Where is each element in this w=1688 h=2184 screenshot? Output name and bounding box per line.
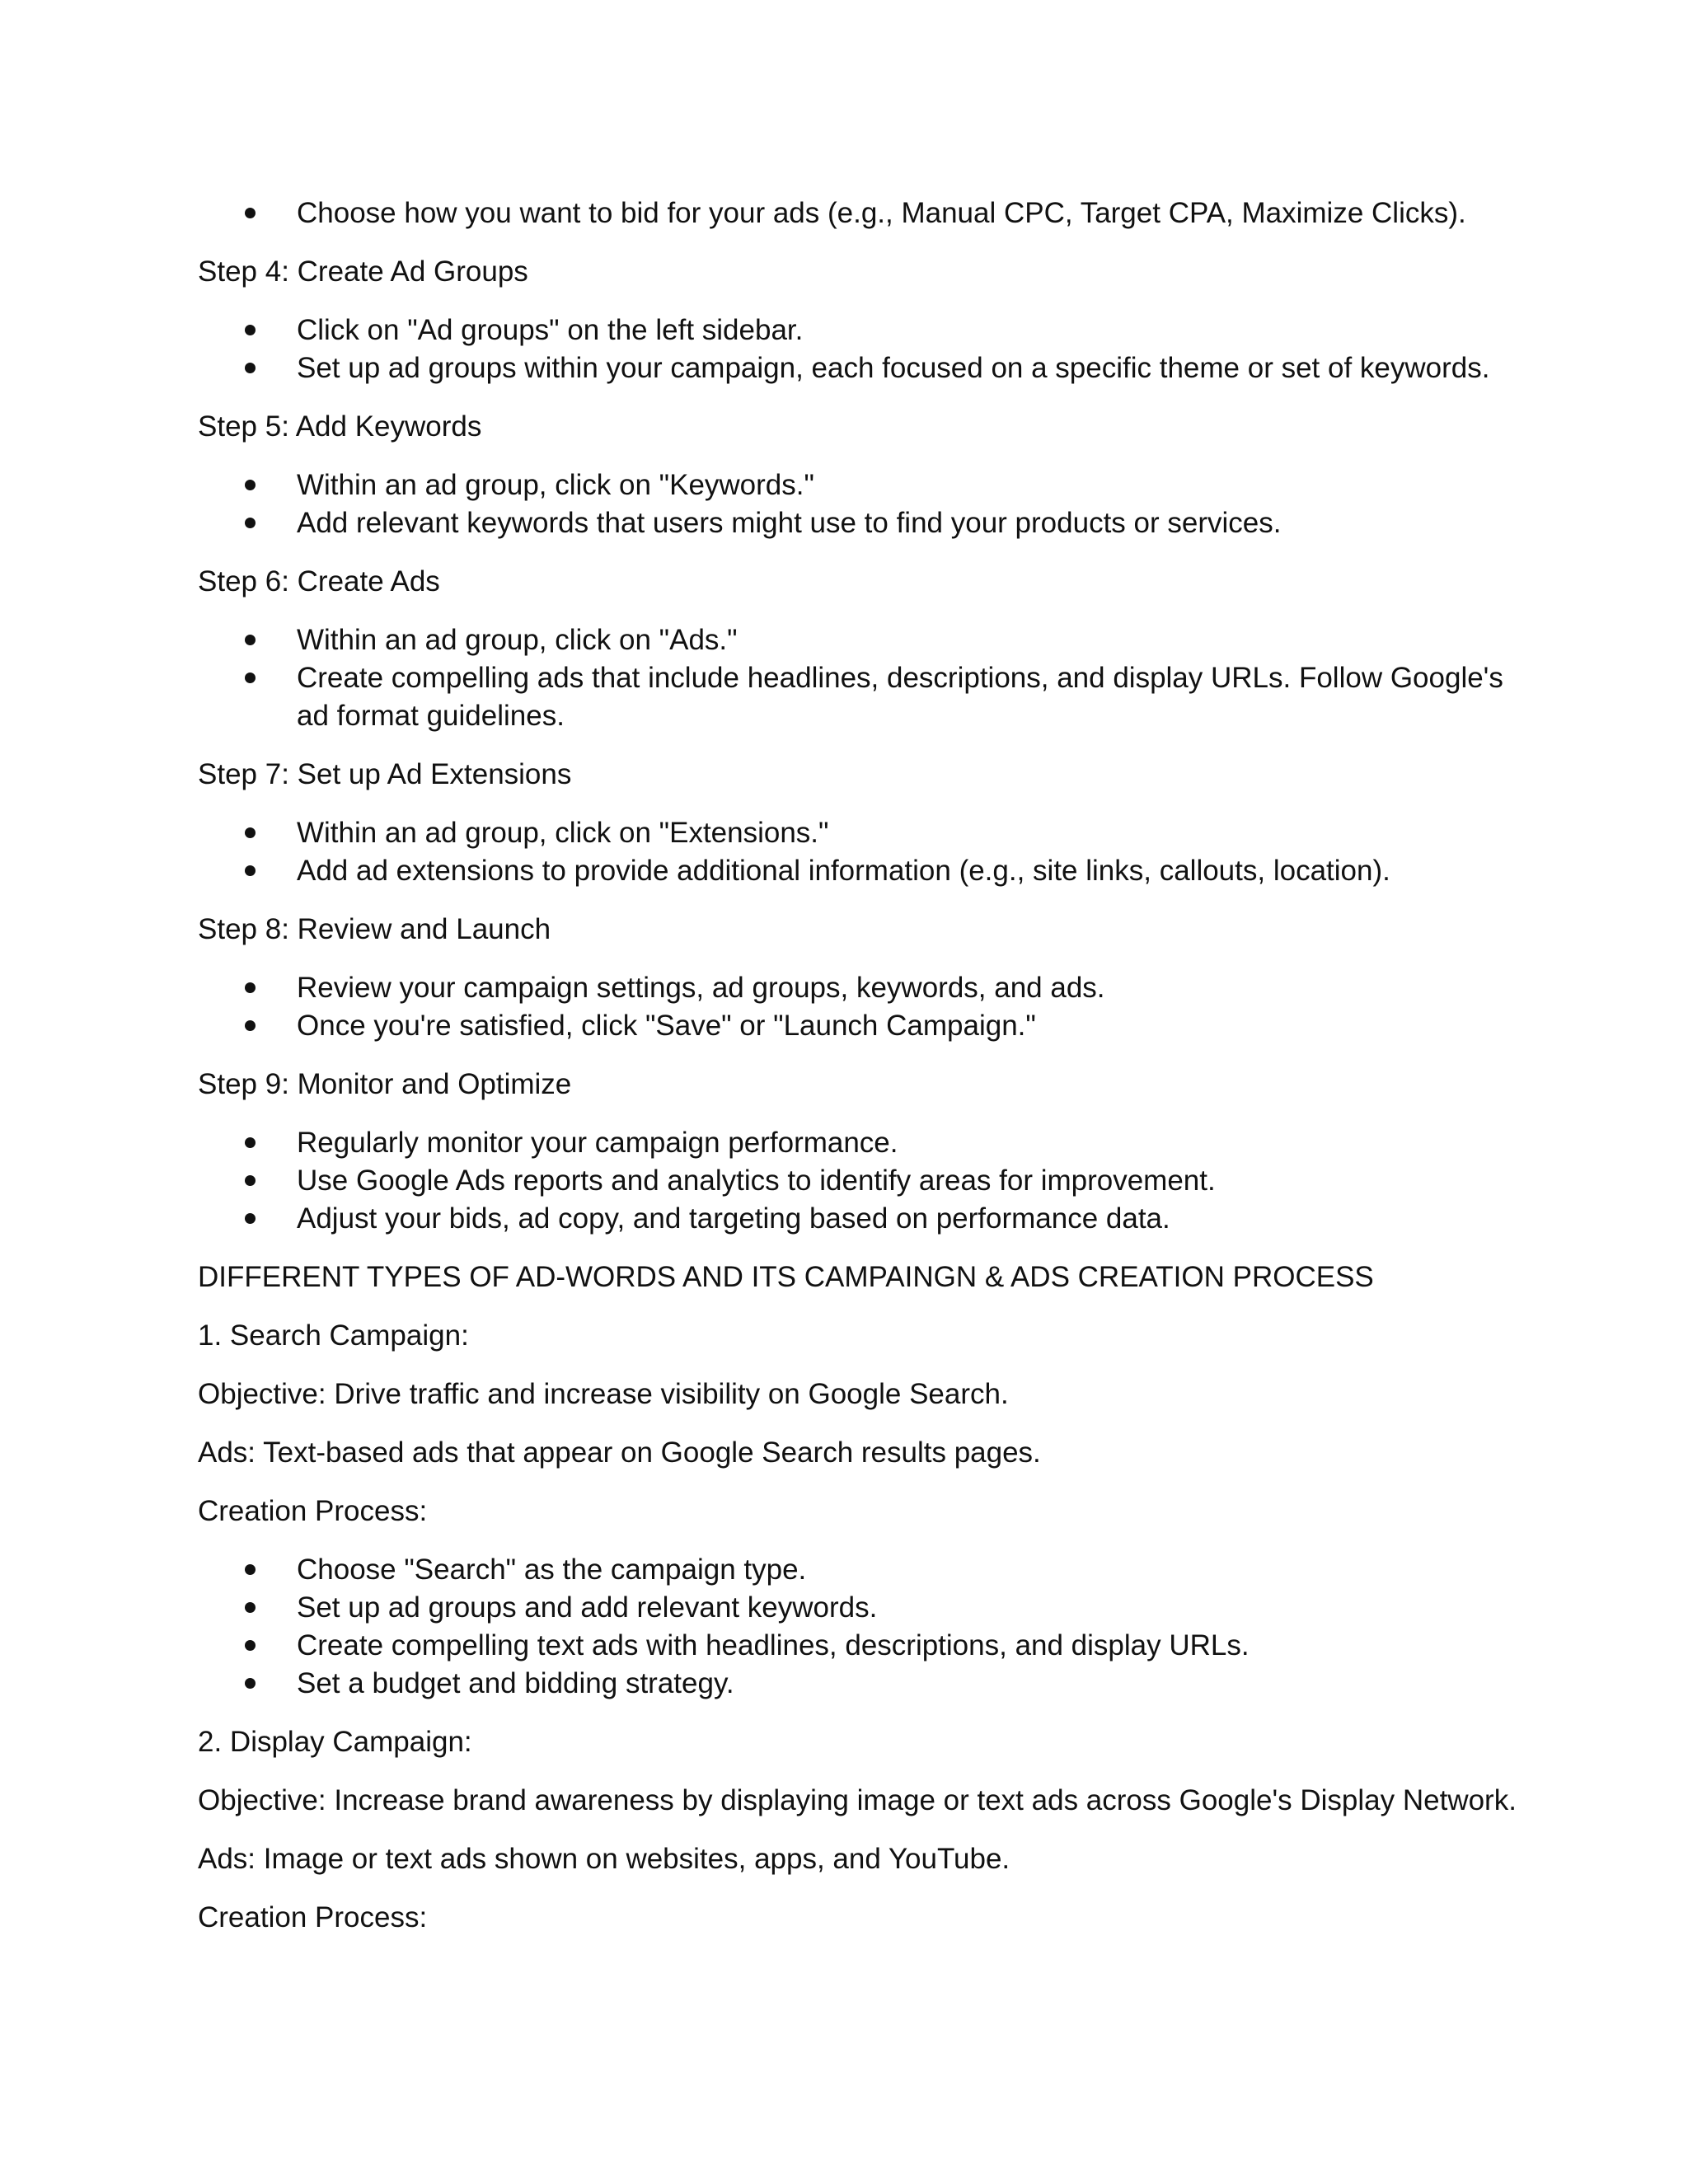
- bullet-icon: [245, 635, 256, 645]
- bullet-icon: [245, 518, 256, 528]
- list-item: Set up ad groups within your campaign, each focused on a specific theme or set of keywords.: [198, 349, 1517, 387]
- bullet-icon: [245, 1678, 256, 1689]
- list-item: Review your campaign settings, ad groups, keywords, and ads.: [198, 969, 1517, 1007]
- step5-heading: Step 5: Add Keywords: [198, 410, 482, 443]
- bullet-icon: [245, 1564, 256, 1575]
- bullet-icon: [245, 325, 256, 335]
- list-item: Click on "Ad groups" on the left sidebar.: [198, 312, 1517, 349]
- bullet-icon: [245, 1020, 256, 1031]
- step4-heading: Step 4: Create Ad Groups: [198, 255, 528, 288]
- list-item: Choose how you want to bid for your ads (e.g., Manual CPC, Target CPA, Maximize Clicks).: [198, 194, 1517, 232]
- bullet-icon: [245, 1137, 256, 1148]
- step7-bullet-list: [198, 814, 1517, 890]
- step8-heading: Step 8: Review and Launch: [198, 913, 551, 945]
- bullet-icon: [245, 865, 256, 876]
- step7-heading: Step 7: Set up Ad Extensions: [198, 758, 572, 790]
- display-campaign-ads: Ads: Image or text ads shown on websites, apps, and YouTube.: [198, 1843, 1010, 1875]
- bullet-icon: [245, 673, 256, 683]
- bullet-icon: [245, 1640, 256, 1651]
- bidding-bullet-list: [198, 194, 1517, 232]
- search-campaign-ads: Ads: Text-based ads that appear on Google Search results pages.: [198, 1436, 1041, 1469]
- list-item: Set up ad groups and add relevant keywords.: [198, 1589, 1517, 1627]
- step6-bullet-list: [198, 621, 1517, 735]
- display-campaign-objective: Objective: Increase brand awareness by displaying image or text ads across Google's Display Network.: [198, 1784, 1517, 1816]
- list-item: Choose "Search" as the campaign type.: [198, 1551, 1517, 1589]
- list-item: Adjust your bids, ad copy, and targeting based on performance data.: [198, 1200, 1517, 1238]
- bullet-icon: [245, 982, 256, 993]
- step6-heading: Step 6: Create Ads: [198, 565, 440, 598]
- search-campaign-heading: 1. Search Campaign:: [198, 1319, 469, 1352]
- list-item: Within an ad group, click on "Keywords.": [198, 466, 1517, 504]
- search-campaign-bullet-list: [198, 1551, 1517, 1703]
- search-campaign-creation-label: Creation Process:: [198, 1495, 428, 1527]
- display-campaign-creation-label: Creation Process:: [198, 1901, 428, 1933]
- list-item: Create compelling text ads with headlines, descriptions, and display URLs.: [198, 1627, 1517, 1665]
- list-item: Create compelling ads that include headlines, descriptions, and display URLs. Follow Google's ad format guidelines.: [198, 659, 1517, 735]
- document-page: [198, 194, 1517, 1957]
- list-item: Add ad extensions to provide additional information (e.g., site links, callouts, location).: [198, 852, 1517, 890]
- list-item: Add relevant keywords that users might use to find your products or services.: [198, 504, 1517, 542]
- list-item: Within an ad group, click on "Extensions.": [198, 814, 1517, 852]
- step8-bullet-list: [198, 969, 1517, 1045]
- bullet-icon: [245, 480, 256, 490]
- bullet-icon: [245, 1175, 256, 1186]
- list-item: Regularly monitor your campaign performance.: [198, 1124, 1517, 1162]
- step5-bullet-list: [198, 466, 1517, 542]
- section-title: DIFFERENT TYPES OF AD-WORDS AND ITS CAMPAINGN & ADS CREATION PROCESS: [198, 1261, 1374, 1293]
- step9-heading: Step 9: Monitor and Optimize: [198, 1068, 572, 1100]
- list-item: Within an ad group, click on "Ads.": [198, 621, 1517, 659]
- bullet-icon: [245, 827, 256, 838]
- display-campaign-heading: 2. Display Campaign:: [198, 1726, 472, 1758]
- step4-bullet-list: [198, 312, 1517, 387]
- bullet-icon: [245, 363, 256, 373]
- list-item: Set a budget and bidding strategy.: [198, 1665, 1517, 1703]
- bullet-icon: [245, 1602, 256, 1613]
- search-campaign-objective: Objective: Drive traffic and increase visibility on Google Search.: [198, 1378, 1009, 1410]
- list-item: Use Google Ads reports and analytics to identify areas for improvement.: [198, 1162, 1517, 1200]
- step9-bullet-list: [198, 1124, 1517, 1238]
- bullet-icon: [245, 1213, 256, 1224]
- list-item: Once you're satisfied, click "Save" or "Launch Campaign.": [198, 1007, 1517, 1045]
- bullet-icon: [245, 208, 256, 218]
